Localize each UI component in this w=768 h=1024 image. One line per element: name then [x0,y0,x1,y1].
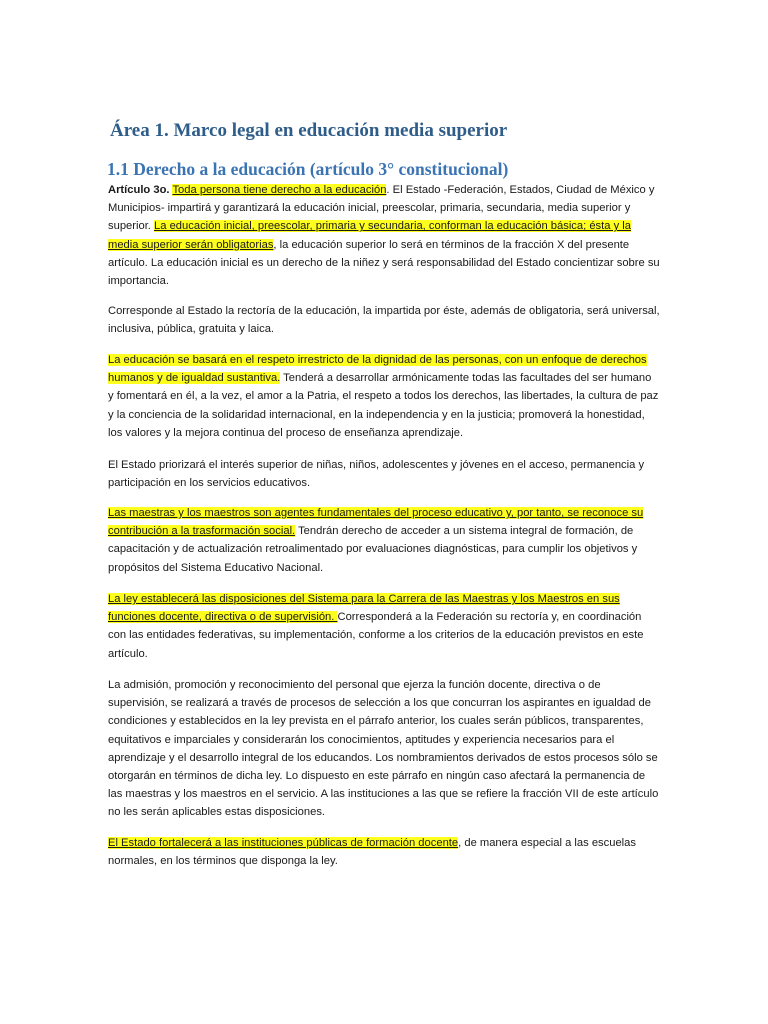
highlight-ley-sistema-carrera: La ley establecerá las disposiciones del Sistema para la Carrera de las Maestras y los Maestros en sus funciones docente, directiva o de supervisión. [108,593,620,624]
paragraph-text: Tendrán derecho de acceder a un sistema integral de formación, de capacitación y de actualización retroalimentado por evaluaciones diagnósticas, para cumplir los objetivos y propósitos del Sistema Educativo Nacional. [108,525,638,574]
paragraph-respeto-dignidad [108,351,660,442]
article-label: Artículo 3o. [108,184,170,196]
highlight-respeto-dignidad: La educación se basará en el respeto irrestricto de la dignidad de las personas, con un enfoque de derechos humanos y de igualdad sustantiva. [108,354,647,385]
paragraph-formacion-docente [108,834,660,870]
paragraph-text: , de manera especial a las escuelas normales, en los términos que disponga la ley. [108,837,636,868]
paragraph-maestros [108,504,660,577]
highlight-educacion-basica: La educación inicial, preescolar, primaria y secundaria, conforman la educación básica; ésta y la media superior serán obligatorias [108,220,632,251]
highlight-formacion-docente: El Estado fortalecerá a las instituciones públicas de formación docente [108,837,459,849]
paragraph-articulo-3 [108,181,660,290]
paragraph-ley-sistema-carrera [108,590,660,663]
paragraph-text: , la educación superior lo será en términos de la fracción X del presente artículo. La educación inicial es un derecho de la niñez y será responsabilidad del Estado concientizar sobre su importancia. [108,238,660,288]
paragraph-text: Tenderá a desarrollar armónicamente todas las facultades del ser humano y fomentará en él, a la vez, el amor a la Patria, el respeto a todos los derechos, las libertades, la cultura de paz y la conciencia de la solidaridad internacional, en la independencia y en la justicia; promoverá la honestidad, los valores y la mejora continua del proceso de enseñanza aprendizaje. [108,372,659,439]
paragraph-admision: La admisión, promoción y reconocimiento del personal que ejerza la función docente, directiva o de supervisión, se realizará a través de procesos de selección a los que concurran los aspirantes en igualdad de condiciones y establecidos en la ley prevista en el párrafo anterior, los cuales serán públicos, transparentes, equitativos e imparciales y considerarán los conocimientos, aptitudes y experiencia necesarios para el aprendizaje y el desarrollo integral de los educandos. Los nombramientos derivados de estos procesos sólo se otorgarán en términos de dicha ley. Lo dispuesto en este párrafo en ningún caso afectará la permanencia de las maestras y los maestros en el servicio. A las instituciones a las que se refiere la fracción VII de este artículo no les serán aplicables estas disposiciones. [108,679,659,819]
area-heading: Área 1. Marco legal en educación media superior [110,120,508,141]
paragraph-text: Corresponderá a la Federación su rectoría y, en coordinación con las entidades federativas, su implementación, conforme a los criterios de la educación previstos en este artículo. [108,611,644,660]
highlight-derecho-educacion: Toda persona tiene derecho a la educación [172,184,387,196]
paragraph-text: . El Estado -Federación, Estados, Ciudad de México y Municipios- impartirá y garantizará la educación inicial, preescolar, primaria, secundaria, media superior y superior. [108,184,655,233]
highlight-maestros: Las maestras y los maestros son agentes fundamentales del proceso educativo y, por tanto, se reconoce su contribución a la trasformación social. [108,507,644,538]
section-heading: 1.1 Derecho a la educación (artículo 3° constitucional) [107,159,509,179]
paragraph-interes-superior: El Estado priorizará el interés superior de niñas, niños, adolescentes y jóvenes en el acceso, permanencia y participación en los servicios educativos. [108,459,645,490]
paragraph-rectoria: Corresponde al Estado la rectoría de la educación, la impartida por éste, además de obligatoria, será universal, inclusiva, pública, gratuita y laica. [108,305,660,336]
